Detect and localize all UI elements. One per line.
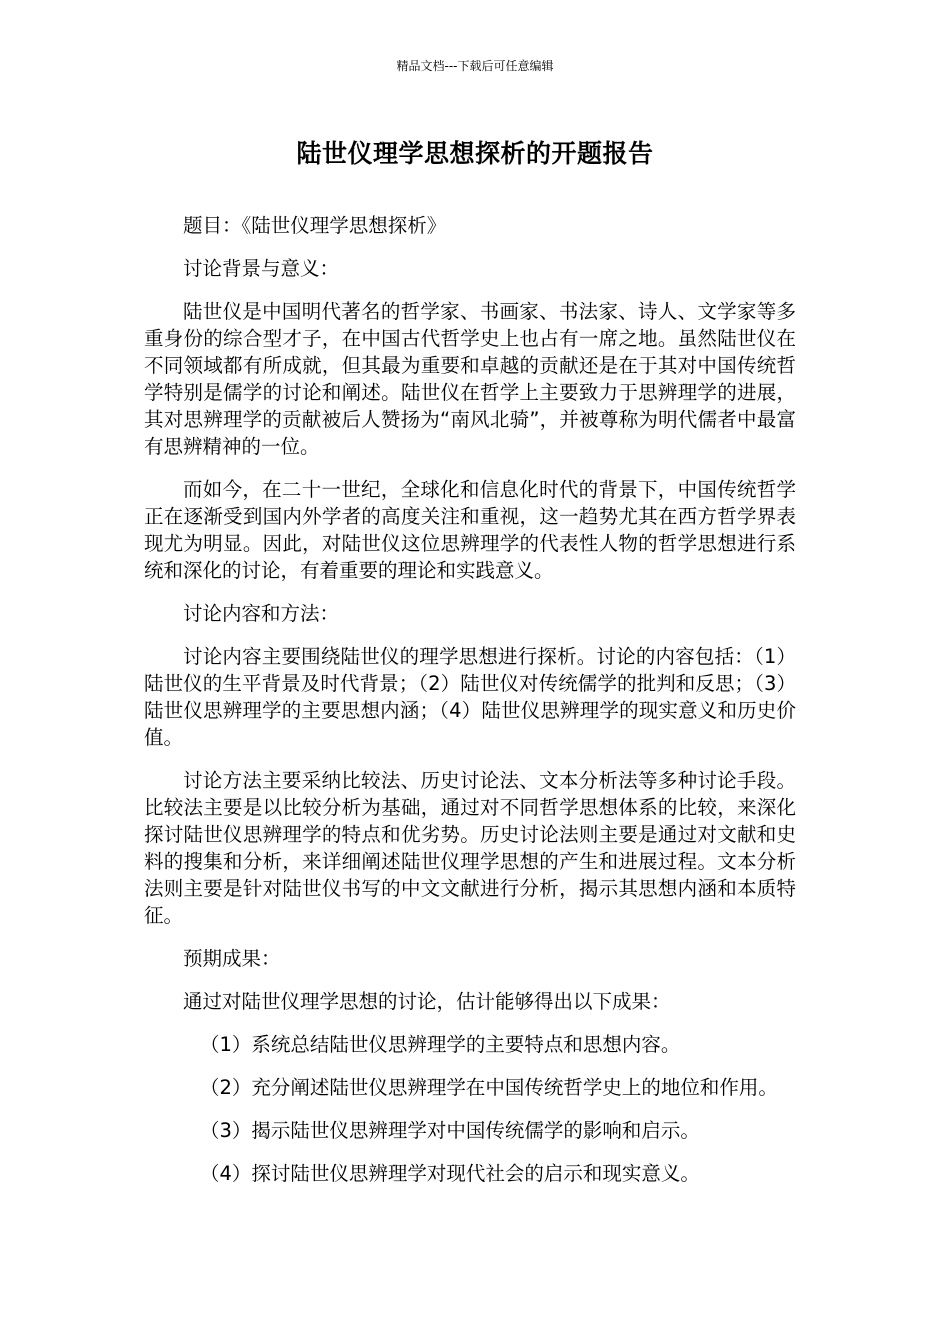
paragraph-background-1: 陆世仪是中国明代著名的哲学家、书画家、书法家、诗人、文学家等多重身份的综合型才子，在中国古代哲学史上也占有一席之地。虽然陆世仪在不同领域都有所成就，但其最为重要和卓越的贡献还是在于其对中国传统哲学特别是儒学的讨论和阐述。陆世仪在哲学上主要致力于思辨理学的进展，其对思辨理学的贡献被后人赞扬为“南风北骑”，并被尊称为明代儒者中最富有思辨精神的一位。 <box>144 300 796 458</box>
section-heading-content: 讨论内容和方法： <box>183 602 340 625</box>
document-title: 陆世仪理学思想探析的开题报告 <box>296 139 654 168</box>
results-item: （1）系统总结陆世仪思辨理学的主要特点和思想内容。 <box>200 1033 681 1056</box>
topic-line: 题目：《陆世仪理学思想探析》 <box>183 214 447 237</box>
paragraph-content-2: 讨论方法主要采纳比较法、历史讨论法、文本分析法等多种讨论手段。比较法主要是以比较分析为基础，通过对不同哲学思想体系的比较，来深化探讨陆世仪思辨理学的特点和优劣势。历史讨论法则主要是通过对文献和史料的搜集和分析，来详细阐述陆世仪理学思想的产生和进展过程。文本分析法则主要是针对陆世仪书写的中文文献进行分析，揭示其思想内涵和本质特征。 <box>144 769 796 927</box>
page-header: 精品文档---下载后可任意编辑 <box>396 59 554 73</box>
results-item: （2）充分阐述陆世仪思辨理学在中国传统哲学史上的地位和作用。 <box>200 1076 778 1099</box>
results-item: （4）探讨陆世仪思辨理学对现代社会的启示和现实意义。 <box>200 1162 700 1185</box>
section-heading-background: 讨论背景与意义： <box>183 257 340 280</box>
results-intro: 通过对陆世仪理学思想的讨论，估计能够得出以下成果： <box>183 990 671 1013</box>
document-body <box>144 212 796 1203</box>
results-item: （3）揭示陆世仪思辨理学对中国传统儒学的影响和启示。 <box>200 1119 700 1142</box>
section-heading-results: 预期成果： <box>183 947 281 970</box>
paragraph-background-2: 而如今，在二十一世纪，全球化和信息化时代的背景下，中国传统哲学正在逐渐受到国内外学者的高度关注和重视，这一趋势尤其在西方哲学界表现尤为明显。因此，对陆世仪这位思辨理学的代表性人物的哲学思想进行系统和深化的讨论，有着重要的理论和实践意义。 <box>144 478 796 582</box>
paragraph-content-1: 讨论内容主要围绕陆世仪的理学思想进行探析。讨论的内容包括：（1）陆世仪的生平背景及时代背景；（2）陆世仪对传统儒学的批判和反思；（3）陆世仪思辨理学的主要思想内涵；（4）陆世仪思辨理学的现实意义和历史价值。 <box>144 645 796 749</box>
